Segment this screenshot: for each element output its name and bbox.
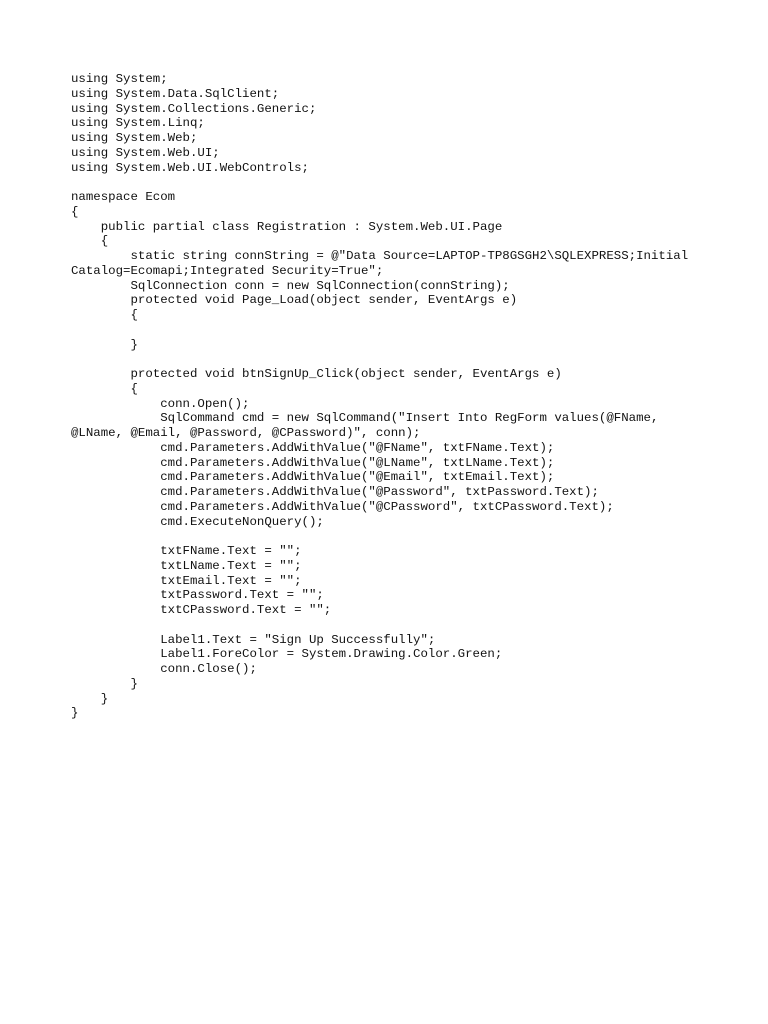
code-line: conn.Close();	[71, 662, 257, 676]
code-line: using System.Web;	[71, 131, 198, 145]
code-line: {	[71, 234, 109, 249]
code-line: using System.Collections.Generic;	[71, 101, 317, 116]
code-line: }	[71, 337, 138, 352]
code-line: Label1.Text = "Sign Up Successfully";	[71, 632, 436, 647]
code-line: txtLName.Text = "";	[71, 558, 302, 573]
code-line: SqlConnection conn = new SqlConnection(connString);	[71, 278, 510, 293]
code-line: using System.Data.SqlClient;	[71, 86, 280, 101]
code-line: conn.Open();	[71, 396, 250, 411]
code-line: using System.Web.UI.WebControls;	[71, 160, 309, 175]
code-line: Catalog=Ecomapi;Integrated Security=True";	[71, 263, 384, 278]
code-block	[71, 72, 688, 721]
code-line: @LName, @Email, @Password, @CPassword)", conn);	[71, 426, 421, 440]
code-line: static string connString = @"Data Source=LAPTOP-TP8GSGH2\SQLEXPRESS;Initial	[71, 249, 689, 263]
code-line: cmd.Parameters.AddWithValue("@FName", txtFName.Text);	[71, 440, 555, 455]
code-line: txtPassword.Text = "";	[71, 588, 324, 603]
code-line: Label1.ForeColor = System.Drawing.Color.Green;	[71, 647, 503, 662]
code-line: protected void Page_Load(object sender, EventArgs e)	[71, 293, 518, 308]
code-line: cmd.Parameters.AddWithValue("@LName", txtLName.Text);	[71, 455, 555, 470]
code-line: using System;	[71, 72, 168, 86]
code-line: cmd.Parameters.AddWithValue("@Email", txtEmail.Text);	[71, 470, 555, 485]
code-line	[71, 529, 688, 544]
code-line	[71, 352, 688, 367]
code-line: }	[71, 676, 138, 691]
code-line: namespace Ecom	[71, 190, 176, 204]
code-line: cmd.Parameters.AddWithValue("@CPassword", txtCPassword.Text);	[71, 499, 614, 514]
code-line: txtFName.Text = "";	[71, 544, 302, 558]
code-line: using System.Web.UI;	[71, 145, 220, 160]
code-line: }	[71, 706, 79, 721]
code-line	[71, 175, 688, 190]
code-line: {	[71, 381, 138, 396]
code-line: {	[71, 308, 138, 322]
code-line: cmd.ExecuteNonQuery();	[71, 514, 324, 529]
code-line: {	[71, 204, 79, 219]
code-line	[71, 618, 688, 633]
code-line: cmd.Parameters.AddWithValue("@Password", txtPassword.Text);	[71, 485, 599, 499]
code-line: using System.Linq;	[71, 116, 205, 131]
code-line: }	[71, 691, 109, 706]
code-line: SqlCommand cmd = new SqlCommand("Insert Into RegForm values(@FName,	[71, 411, 659, 426]
code-line: public partial class Registration : System.Web.UI.Page	[71, 219, 503, 234]
code-line	[71, 323, 688, 338]
code-line: txtCPassword.Text = "";	[71, 603, 332, 617]
code-line: protected void btnSignUp_Click(object sender, EventArgs e)	[71, 367, 562, 381]
code-line: txtEmail.Text = "";	[71, 573, 302, 588]
